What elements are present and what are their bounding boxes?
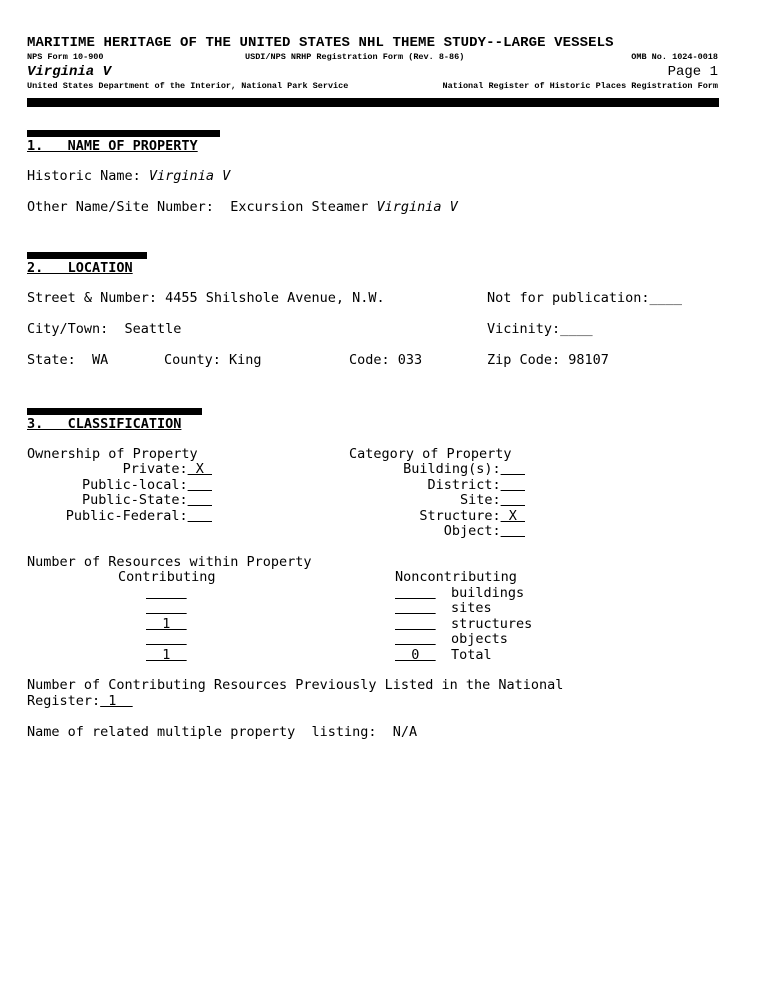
category-label: Structure: — [419, 508, 501, 524]
category-heading: Category of Property — [349, 446, 512, 462]
code: Code: 033 — [349, 352, 423, 368]
category-district — [427, 477, 525, 493]
ownership-private — [123, 461, 212, 477]
ownership-label: Public-Federal: — [65, 508, 188, 524]
ownership-public-local — [82, 477, 212, 493]
not-for-publication: Not for publication:____ — [487, 290, 683, 306]
resource-type-sites: sites — [451, 600, 492, 616]
omb-number: OMB No. 1024-0018 — [631, 52, 718, 62]
historic-name-row — [27, 168, 230, 184]
register-label: Register: — [27, 693, 101, 709]
department-line: United States Department of the Interior, National Park Service — [27, 81, 349, 91]
register-count-row — [27, 693, 133, 709]
historic-name-value: Virginia V — [148, 168, 231, 184]
county: County: King — [164, 352, 262, 368]
header-rule — [27, 98, 719, 107]
vicinity: Vicinity:____ — [487, 321, 593, 337]
section-1-bar — [27, 130, 220, 137]
category-object — [444, 523, 525, 539]
register-count-value: 1 — [100, 693, 133, 709]
ownership-label: Private: — [122, 461, 188, 477]
noncontributing-structures — [395, 616, 436, 632]
category-label: District: — [427, 477, 501, 493]
category-buildings — [403, 461, 525, 477]
resource-type-total: Total — [451, 647, 492, 663]
section-3-title: 3. CLASSIFICATION — [27, 416, 182, 432]
register-line: National Register of Historic Places Registration Form — [442, 81, 718, 91]
previously-listed-line: Number of Contributing Resources Previously Listed in the National — [27, 677, 564, 693]
category-mark — [501, 461, 525, 477]
section-1-title: 1. NAME OF PROPERTY — [27, 138, 198, 154]
category-site — [460, 492, 525, 508]
other-name-value: Virginia V — [376, 199, 458, 215]
ownership-heading: Ownership of Property — [27, 446, 198, 462]
noncontributing-objects — [395, 631, 436, 647]
multiple-property-listing: Name of related multiple property listing: N/A — [27, 724, 418, 740]
noncontributing-total: 0 — [395, 647, 436, 663]
contributing-total: 1 — [146, 647, 187, 663]
historic-name-label: Historic Name: — [27, 168, 149, 184]
street-number: Street & Number: 4455 Shilshole Avenue, N.W. — [27, 290, 385, 306]
category-mark — [501, 477, 525, 493]
resource-type-buildings: buildings — [451, 585, 525, 601]
contributing-buildings — [146, 585, 187, 601]
vessel-name: Virginia V — [27, 64, 112, 80]
ownership-mark — [188, 492, 212, 508]
category-mark — [501, 492, 525, 508]
noncontributing-heading: Noncontributing — [395, 569, 517, 585]
section-3-bar — [27, 408, 202, 415]
section-2-bar — [27, 252, 147, 259]
category-label: Site: — [459, 492, 501, 508]
ownership-mark — [188, 477, 212, 493]
category-mark — [501, 523, 525, 539]
form-name: USDI/NPS NRHP Registration Form (Rev. 8-86) — [245, 52, 465, 62]
ownership-mark: X — [187, 461, 212, 477]
section-2-title: 2. LOCATION — [27, 260, 133, 276]
category-structure — [419, 508, 525, 524]
category-mark: X — [500, 508, 525, 524]
ownership-public-federal — [66, 508, 212, 524]
category-label: Building(s): — [403, 461, 501, 477]
resources-heading: Number of Resources within Property — [27, 554, 312, 570]
contributing-heading: Contributing — [118, 569, 216, 585]
noncontributing-buildings — [395, 585, 436, 601]
state: State: WA — [27, 352, 109, 368]
ownership-mark — [188, 508, 212, 524]
ownership-label: Public-State: — [81, 492, 188, 508]
contributing-objects — [146, 631, 187, 647]
ownership-public-state — [82, 492, 212, 508]
noncontributing-sites — [395, 600, 436, 616]
other-name-label: Other Name/Site Number: Excursion Steamer — [27, 199, 377, 215]
form-number: NPS Form 10-900 — [27, 52, 104, 62]
resource-type-objects: objects — [451, 631, 508, 647]
contributing-structures: 1 — [146, 616, 187, 632]
category-label: Object: — [443, 523, 501, 539]
contributing-sites — [146, 600, 187, 616]
other-name-row — [27, 199, 458, 215]
document-title: MARITIME HERITAGE OF THE UNITED STATES NHL THEME STUDY--LARGE VESSELS — [27, 35, 614, 51]
resource-type-structures: structures — [451, 616, 533, 632]
page-number: Page 1 — [667, 64, 718, 80]
zip-code: Zip Code: 98107 — [487, 352, 609, 368]
city-town: City/Town: Seattle — [27, 321, 182, 337]
ownership-label: Public-local: — [81, 477, 188, 493]
